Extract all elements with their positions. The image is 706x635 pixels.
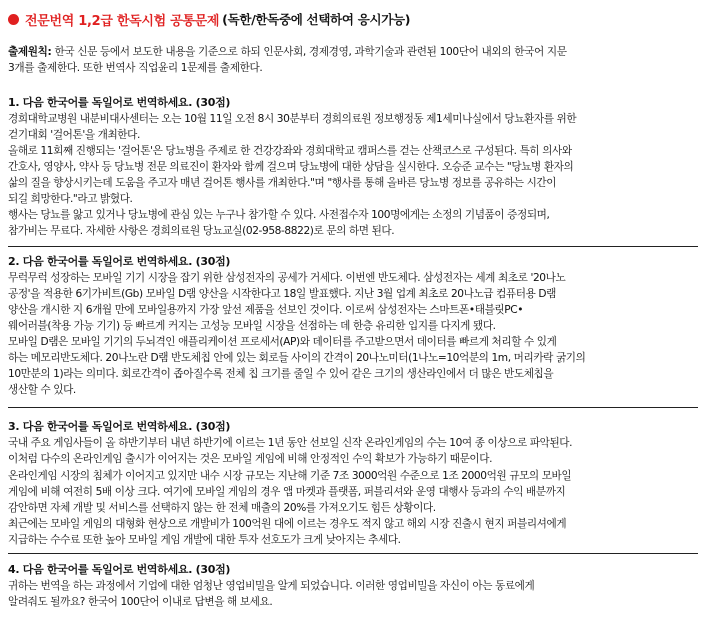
section-divider (8, 407, 698, 408)
question-2-heading: 2. 다음 한국어를 독일어로 번역하세요. (30점) (8, 254, 231, 268)
q2-line: 10만분의 1)라는 의미다. 회로간격이 좁아질수록 전체 칩 크기를 줄일 수 있어 같은 크기의 생산라인에서 더 많은 반도체칩을 (8, 368, 554, 381)
page-title (8, 8, 698, 30)
q1-line: 걷기대회 '걸어톤'을 개최한다. (8, 128, 140, 141)
principle-label: 출제원칙: (8, 46, 52, 58)
q2-line: 무럭무럭 성장하는 모바일 기기 시장을 잡기 위한 삼성전자의 공세가 거세다. 이번엔 반도체다. 삼성전자는 세계 최초로 '20나노 (8, 271, 566, 284)
principle-line-2: 3개를 출제한다. 또한 번역사 직업윤리 1문제를 출제한다. (8, 62, 263, 75)
q3-line: 국내 주요 게임사들이 올 하반기부터 내년 하반기에 이르는 1년 동안 선보일 신작 온라인게임의 수는 10여 종 이상으로 파악된다. (8, 437, 573, 450)
question-1-heading: 1. 다음 한국어를 독일어로 번역하세요. (30점) (8, 95, 231, 109)
q2-line: 생산할 수 있다. (8, 384, 76, 397)
q2-line: 양산을 개시한 지 6개월 만에 모바일용까지 가장 앞선 제품을 선보인 것이다. 이로써 삼성전자는 스마트폰•태블릿PC• (8, 303, 524, 316)
q3-line: 지급하는 수수료 또한 높아 모바일 게임 개발에 대한 투자 선호도가 크게 낮아지는 추세다. (8, 533, 401, 546)
q3-line: 최근에는 모바일 게임의 대형화 현상으로 개발비가 100억원 대에 이르는 경우도 적지 않고 해외 시장 진출시 현지 퍼블리셔에게 (8, 517, 567, 530)
q1-line: 올해로 11회째 진행되는 '걸어톤'은 당뇨병을 주제로 한 건강강좌와 경희대학교 캠퍼스를 걷는 산책코스로 구성된다. 특히 의사와 (8, 145, 572, 157)
q1-line: 행사는 당뇨를 앓고 있거나 당뇨병에 관심 있는 누구나 참가할 수 있다. 사전접수자 100명에게는 소정의 기념품이 증정되며, (8, 209, 550, 222)
section-divider (8, 553, 698, 554)
question-4 (8, 562, 698, 610)
exam-principle (8, 44, 698, 77)
question-3 (8, 419, 698, 548)
question-1 (8, 95, 698, 240)
q2-line: 모바일 D램은 모바일 기기의 두뇌격인 애플리케이션 프로세서(AP)와 데이터를 주고받으면서 데이터를 빠르게 처리할 수 있게 (8, 335, 557, 348)
question-1-text (8, 111, 698, 240)
question-2 (8, 254, 698, 399)
red-circle-icon (8, 14, 19, 25)
question-4-heading: 4. 다음 한국어를 독일어로 번역하세요. (30점) (8, 562, 231, 576)
title-subtitle: (독한/한독중에 선택하여 응시가능) (222, 12, 411, 27)
section-divider (8, 246, 698, 247)
q2-line: 웨어러블(착용 가능 기기) 등 빠르게 커지는 고성능 모바일 시장을 선점하는 데 한층 유리한 입지를 다지게 됐다. (8, 319, 496, 332)
q1-line: 경희대학교병원 내분비대사센터는 오는 10월 11일 오전 8시 30분부터 경희의료원 정보행정동 제1세미나실에서 당뇨환자를 위한 (8, 112, 577, 125)
q2-line: 공정'을 적용한 6기가비트(Gb) 모바일 D램 양산을 시작한다고 18일 발표했다. 지난 3월 업계 최초로 20나노급 컴퓨터용 D램 (8, 287, 556, 300)
question-3-heading: 3. 다음 한국어를 독일어로 번역하세요. (30점) (8, 420, 231, 434)
q4-line: 귀하는 번역을 하는 과정에서 기업에 대한 엄청난 영업비밀을 알게 되었습니다. 이러한 영업비밀을 자신이 아는 동료에게 (8, 579, 535, 592)
q3-line: 온라인게임 시장의 침체가 이어지고 있지만 내수 시장 규모는 지난해 기준 7조 3000억원 수준으로 1조 2000억원 규모의 모바일 (8, 469, 572, 482)
q3-line: 감안하면 자체 개발 및 서비스를 선택하지 않는 한 전체 매출의 20%를 가져오기도 힘든 상황이다. (8, 501, 436, 514)
principle-text-1: 한국 신문 등에서 보도한 내용을 기준으로 하되 인문사회, 경제경영, 과학기술과 관련된 100단어 내외의 한국어 지문 (51, 46, 567, 58)
q4-line: 알려줘도 될까요? 한국어 100단어 이내로 답변을 해 보세요. (8, 596, 273, 609)
principle-line-1 (8, 44, 698, 60)
title-main: 전문번역 1,2급 한독시험 공통문제 (25, 13, 220, 29)
q2-line: 하는 메모리반도체다. 20나노란 D램 반도체칩 안에 있는 회로들 사이의 간격이 20나노미터(1나노=10억분의 1m, 머리카락 굵기의 (8, 352, 586, 365)
q3-line: 게임에 비해 여전히 5배 이상 크다. 여기에 모바일 게임의 경우 앱 마켓과 플랫폼, 퍼블리셔와 운영 대행사 등과의 수익 배분까지 (8, 485, 566, 498)
q1-line: 간호사, 영양사, 약사 등 당뇨병 전문 의료진이 환자와 함께 걸으며 당뇨병에 대한 상담을 실시한다. 오승준 교수는 "당뇨병 환자의 (8, 161, 574, 174)
q1-line: 되길 희망한다."라고 밝혔다. (8, 193, 133, 206)
q3-line: 이처럼 다수의 온라인게임 출시가 이어지는 것은 모바일 게임에 비해 안정적인 수익 확보가 가능하기 때문이다. (8, 453, 493, 466)
q1-line: 삶의 질을 향상시키는데 도움을 주고자 매년 걸어톤 행사를 개최한다."며 "행사를 통해 올바른 당뇨병 정보를 공유하는 시간이 (8, 177, 557, 190)
q1-line: 참가비는 무료다. 자세한 사항은 경희의료원 당뇨교실(02-958-8822)로 문의 하면 된다. (8, 225, 395, 238)
